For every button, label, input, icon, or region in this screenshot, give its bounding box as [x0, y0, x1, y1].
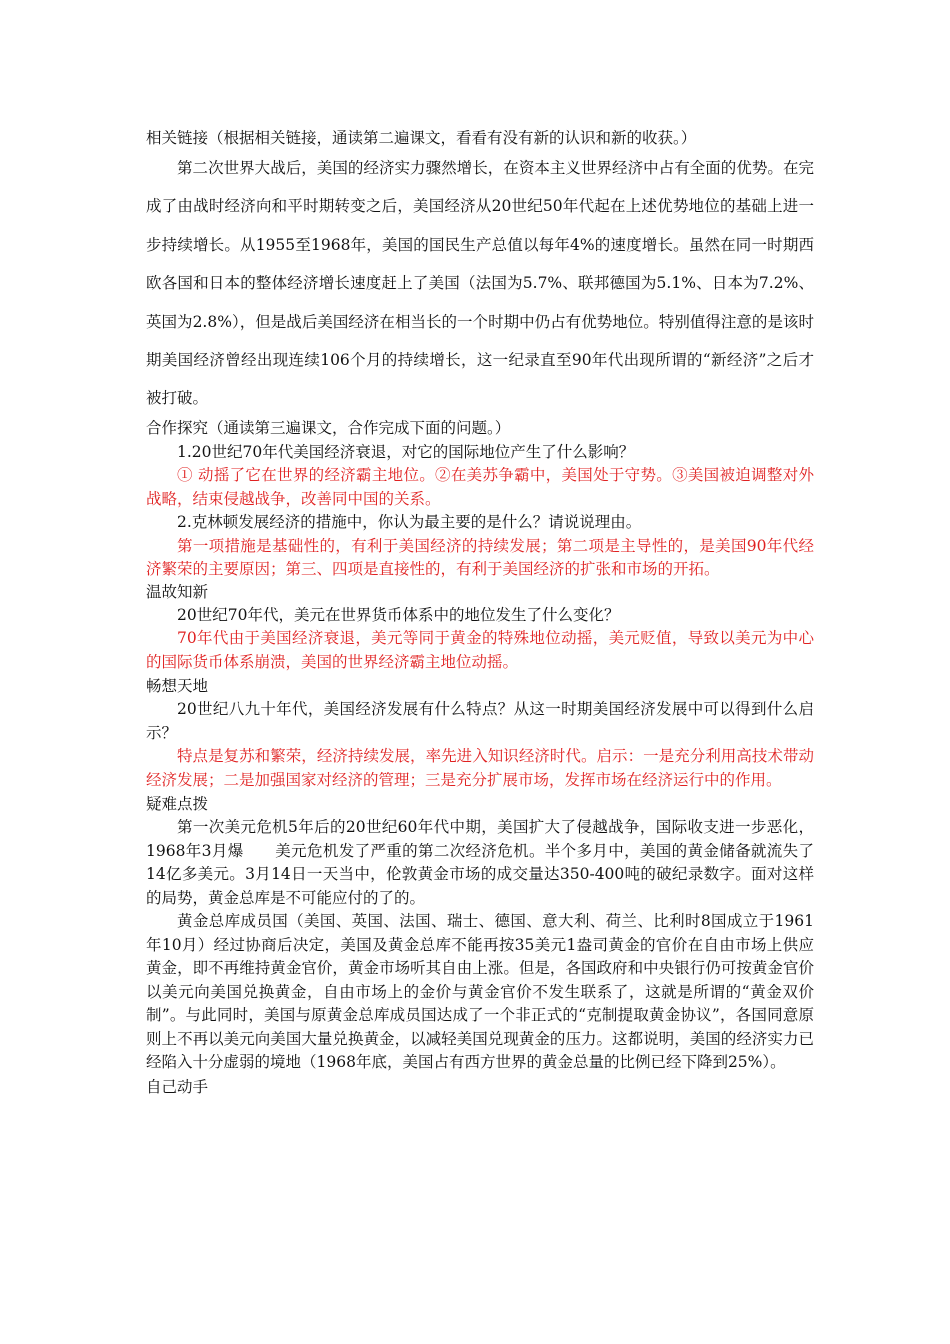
- difficult-paragraph-2: 黄金总库成员国（美国、英国、法国、瑞士、德国、意大利、荷兰、比利时8国成立于1961年10月）经过协商后决定，美国及黄金总库不能再按35美元1盎司黄金的官价在自由市场上供应黄金，即不再维持黄金官价，黄金市场听其自由上涨。但是，各国政府和中央银行仍可按黄金官价以美元向美国兑换黄金，自由市场上的金价与黄金官价不发生联系了，这就是所谓的“黄金双价制”。与此同时，美国与原黄金总库成员国达成了一个非正式的“克制提取黄金协议”，各国同意原则上不再以美元向美国大量兑换黄金，以减轻美国兑现黄金的压力。这都说明，美国的经济实力已经陷入十分虚弱的境地（1968年底，美国占有西方世界的黄金总量的比例已经下降到25%）。: [146, 912, 814, 1072]
- related-links-paragraph: 第二次世界大战后，美国的经济实力骤然增长，在资本主义世界经济中占有全面的优势。在完成了由战时经济向和平时期转变之后，美国经济从20世纪50年代起在上述优势地位的基础上进一步持续增长。从1955至1968年，美国的国民生产总值以每年4%的速度增长。虽然在同一时期西欧各国和日本的整体经济增长速度赶上了美国（法国为5.7%、联邦德国为5.1%、日本为7.2%、英国为2.8%），但是战后美国经济在相当长的一个时期中仍占有优势地位。特别值得注意的是该时期美国经济曾经出现连续106个月的持续增长，这一纪录直至90年代出现所谓的“新经济”之后才被打破。: [146, 159, 814, 408]
- imagine-question: 20世纪八九十年代，美国经济发展有什么特点？从这一时期美国经济发展中可以得到什么启示？: [146, 700, 814, 742]
- review-question: 20世纪70年代，美元在世界货币体系中的地位发生了什么变化？: [177, 605, 620, 624]
- cooperate-answer-2: 第一项措施是基础性的，有利于美国经济的持续发展；第二项是主导性的，是美国90年代经济繁荣的主要原因；第三、四项是直接性的，有利于美国经济的扩张和市场的开拓。: [146, 536, 814, 579]
- cooperate-answer-1: ① 动摇了它在世界的经济霸主地位。②在美苏争霸中，美国处于守势。③美国被迫调整对外战略，结束侵越战争，改善同中国的关系。: [146, 466, 814, 508]
- cooperate-question-2: 2.克林顿发展经济的措施中，你认为最主要的是什么？请说说理由。: [177, 513, 642, 532]
- cooperate-heading: 合作探究（通读第三遍课文，合作完成下面的问题。）: [146, 418, 511, 437]
- difficult-paragraph-1: 第一次美元危机5年后的20世纪60年代中期，美国扩大了侵越战争，国际收支进一步恶化，1968年3月爆 美元危机发了严重的第二次经济危机。半个多月中，美国的黄金储备就流失了14亿多美元。3月14日一天当中，伦敦黄金市场的成交量达350-400吨的破纪录数字。面对这样的局势，黄金总库是不可能应付的了的。: [146, 818, 814, 907]
- cooperate-question-1: 1.20世纪70年代美国经济衰退，对它的国际地位产生了什么影响？: [177, 442, 635, 461]
- related-links-heading: 相关链接（根据相关链接，通读第二遍课文，看看有没有新的认识和新的收获。）: [146, 129, 697, 147]
- document-body: [146, 128, 814, 1097]
- review-heading: 温故知新: [146, 582, 209, 601]
- imagine-answer: 特点是复苏和繁荣，经济持续发展，率先进入知识经济时代。启示：一是充分利用高技术带动经济发展；二是加强国家对经济的管理；三是充分扩展市场，发挥市场在经济运行中的作用。: [146, 747, 814, 789]
- difficult-heading: 疑难点拨: [146, 795, 209, 814]
- imagine-heading: 畅想天地: [146, 677, 209, 696]
- review-answer: 70年代由于美国经济衰退，美元等同于黄金的特殊地位动摇，美元贬值，导致以美元为中心的国际货币体系崩溃，美国的世界经济霸主地位动摇。: [146, 629, 814, 671]
- hands-on-heading: 自己动手: [146, 1077, 209, 1096]
